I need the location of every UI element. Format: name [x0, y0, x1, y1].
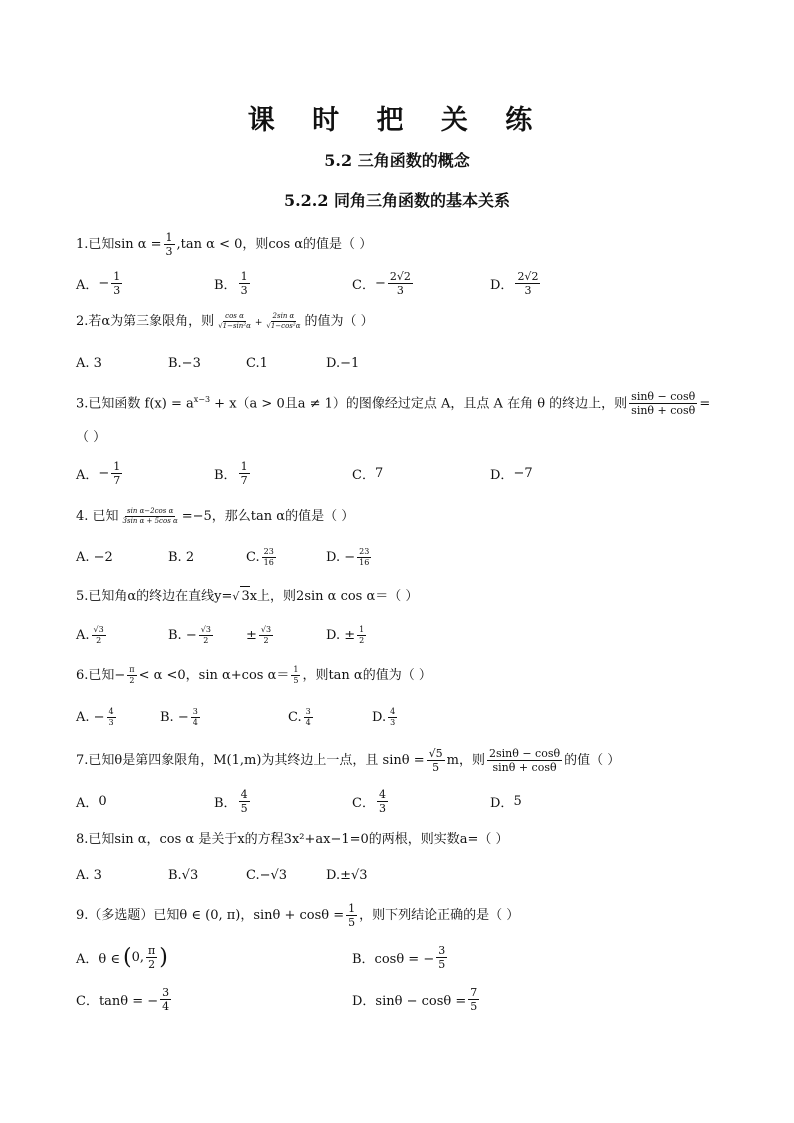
- option-a[interactable]: A. $\frac{√3}{2}$: [76, 624, 104, 645]
- option-a[interactable]: A. −2: [76, 549, 113, 565]
- question-8: 8.已知sin α，cos α 是关于x的方程3x²+ax−1=0的两根，则实数a=（ ）: [76, 832, 509, 847]
- option-c[interactable]: C． − $\frac{2√2}{3}$: [352, 269, 411, 297]
- page-title: 课 时 把 关 练: [247, 105, 547, 136]
- option-d[interactable]: D. $\frac{4}{3}$: [372, 706, 396, 727]
- question-7: 7.已知θ是第四象限角，M(1,m)为其终边上一点，且 sinθ = $\frac{√5}{5}$ m，则 $\frac{2\sin\theta - \cos\theta}{\sin\theta + \cos\theta}$ 的值（ ）: [76, 747, 621, 774]
- option-c[interactable]: C.1: [246, 355, 268, 371]
- option-c[interactable]: C. $\frac{3}{4}$: [288, 706, 311, 727]
- option-b[interactable]: B．cosθ = − $\frac{3}{5}$: [352, 943, 446, 971]
- option-a[interactable]: A. 3: [76, 867, 102, 883]
- fraction: $\frac{1}{3}$: [165, 231, 173, 258]
- option-d[interactable]: D． $\frac{2√2}{3}$: [490, 269, 539, 297]
- question-6: 6.已知− $\frac{\pi}{2}$ < α <0，sin α+cos α＝ $\frac{1}{5}$ ，则tan α的值为（ ）: [76, 665, 432, 685]
- option-d[interactable]: D．sinθ − cosθ = $\frac{7}{5}$: [352, 985, 478, 1013]
- option-b[interactable]: B． $\frac{1}{3}$: [214, 269, 248, 297]
- option-b[interactable]: B.−3: [168, 355, 201, 371]
- question-3-options: [76, 458, 726, 488]
- option-d[interactable]: D.±√3: [326, 867, 368, 883]
- option-b[interactable]: B． $\frac{4}{5}$: [214, 787, 248, 815]
- option-b[interactable]: B. − $\frac{3}{4}$: [160, 706, 198, 727]
- option-c[interactable]: ± $\frac{√3}{2}$: [246, 624, 272, 645]
- option-c[interactable]: C. $\frac{23}{16}$: [246, 546, 274, 567]
- question-5-options: [76, 620, 726, 650]
- option-d[interactable]: D.−1: [326, 355, 360, 371]
- option-c[interactable]: C． $\frac{4}{3}$: [352, 787, 386, 815]
- option-a[interactable]: A． 0: [76, 793, 107, 811]
- option-c[interactable]: C．tanθ = − $\frac{3}{4}$: [76, 985, 170, 1013]
- question-1-options: [76, 268, 726, 298]
- question-4: 4. 已知 $\frac{\text{sin α−2cos α}}{\text{3sin α + 5cos α}}$ =−5，那么tan α的值是（ ）: [76, 507, 355, 525]
- question-8-options: [76, 860, 726, 890]
- option-d[interactable]: D. ± $\frac{1}{2}$: [326, 624, 365, 645]
- option-c[interactable]: C． 7: [352, 465, 384, 483]
- option-c[interactable]: C.−√3: [246, 867, 288, 883]
- option-b[interactable]: B． $\frac{1}{7}$: [214, 459, 248, 487]
- question-9: 9.（多选题）已知θ ∈ (0, π)，sinθ + cosθ = $\frac{1}{5}$ ，则下列结论正确的是（ ）: [76, 902, 520, 929]
- option-d[interactable]: D． 5: [490, 793, 522, 811]
- option-d[interactable]: D. − $\frac{23}{16}$: [326, 546, 370, 567]
- question-1: 1.已知sin α = $\frac{1}{3}$ ,tan α < 0，则cos α的值是（ ）: [76, 231, 373, 258]
- option-a[interactable]: A. − $\frac{4}{3}$: [76, 706, 114, 727]
- option-b[interactable]: B.√3: [168, 867, 199, 883]
- option-d[interactable]: D． −7: [490, 465, 533, 483]
- question-9-options-row2: [76, 982, 726, 1016]
- option-b[interactable]: B. − $\frac{√3}{2}$: [168, 624, 211, 645]
- option-a[interactable]: A. 3: [76, 355, 102, 371]
- question-3-answer-bracket: （ ）: [76, 430, 107, 445]
- question-5: 5.已知角α的终边在直线y=√ 3x上，则2sin α cos α＝（ ）: [76, 586, 726, 607]
- question-2-options: [76, 348, 726, 378]
- question-6-options: [76, 702, 726, 732]
- option-a[interactable]: A． − $\frac{1}{3}$: [76, 269, 121, 297]
- subsection-title: 5.2.2 同角三角函数的基本关系: [283, 191, 511, 210]
- section-title: 5.2 三角函数的概念: [324, 151, 470, 170]
- question-7-options: [76, 786, 726, 816]
- option-a[interactable]: A．θ ∈ ( 0, $\frac{\pi}{2}$ ): [76, 943, 168, 971]
- option-b[interactable]: B. 2: [168, 549, 195, 565]
- question-9-options-row1: [76, 940, 726, 974]
- question-4-options: [76, 542, 726, 572]
- option-a[interactable]: A． − $\frac{1}{7}$: [76, 459, 121, 487]
- question-3: 3.已知函数 $f(x) = a^{x-3} + x(a > 0$且a ≠ 1）的图像经过定点 A，且点 A 在角 θ 的终边上，则 $\frac{\sin\theta - \cos\theta}{\sin\theta + \cos\theta}$ =: [76, 390, 711, 418]
- question-2: 2.若α为第三象限角，则 $\frac{\text{cos α}}{\text{√1−sin²α}}$ + $\frac{\text{2sin α}}{\text{√1−cos²α}}$ 的值为（ ）: [76, 312, 374, 330]
